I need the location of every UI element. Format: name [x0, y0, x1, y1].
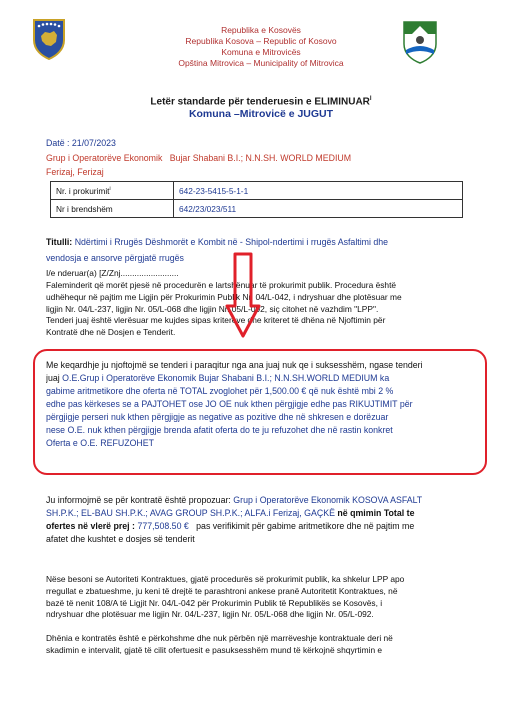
award-paragraph: Ju informojmë se për kontratë është propozuar: Grup i Operatorëve Ekonomik KOSOVA ASFALT SH.P.K.; EL-BAU SH.P.K.; AVAG GROUP SH.P.K.; ALFA.i Ferizaj, GAÇKË në qmimin Total te ofertes në vlerë prej : 777,508.50 € pas verifikimit për gabime aritmetikore dhe në pajtim me afatet dhe kushtet e dosjes së tenderit [46, 495, 423, 544]
operator-city: Ferizaj, Ferizaj [46, 167, 104, 177]
table-row: Nr i brendshëm 642/23/023/511 [51, 200, 463, 218]
intro-paragraph: Faleminderit që morët pjesë në procedurën e lartshënuar të prokurimit publik. Procedura është udhëhequr në pajtim me Ligjin për Prokurimin Publik Nr. 04/L-042, i ndryshuar dhe plotësuar me ligjin Nr. 04/L-237, ligjin Nr. 05/L-068 dhe ligjin Nr. 05/L-092, siç citohet në vazhdim "LPP". Tenderi juaj është vlerësuar me kujdes sipas kritereve dhe kriteret të dhëna në Njoftimin për Kontratë dhe në Dosjen e Tenderit. [46, 280, 402, 338]
rights-paragraph: Nëse besoni se Autoriteti Kontraktues, gjatë procedurës së prokurimit publik, ka shkelur LPP apo rregullat e zbatueshme, ju keni të drejtë te parashtroni ankese pranë Autoritetit Kontraktues, në bazë të nenit 108/A të Ligjit Nr. 04/L-042 për Prokurimin Publik të Republikës se Kosovës, i ndryshuar dhe plotësuar me ligjin Nr. 04/L-237, ligjin Nr. 05/L-068 dhe ligjin Nr. 05/L-092. [46, 574, 405, 620]
doc-subtitle: Komuna –Mitrovicë e JUGUT [188, 108, 334, 121]
doc-title: Letër standarde për tenderuesin e $ELIMINUAR^I$ [150, 96, 372, 108]
rejection-notice: Me keqardhje ju njoftojmë se tenderi i paraqitur nga ana juaj nuk qe i suksesshëm, ngase tenderi juaj O.E.Grup i Operatorëve Ekonomik Bujar Shabani B.I.; N.N.SH.WORLD MEDIUM ka gabime aritmetikore dhe oferta në TOTAL zvoglohet për 1,500.00 € që nuk është mbi 2 % edhe pas kërkeses se a PAJTOHET ose JO OE nuk kthen përgjigje edhe pas RIKUJTIMIT për përgjigje perseri nuk kthen përgjigje as negative as pozitive dhe në shkresen e dorëzuar nese O.E. nuk kthen përgjigje brenda afatit oferta do te ju refuzohet dhe në rastin konkret Oferta e O.E. REFUZOHET [46, 360, 423, 448]
titulli-block: Titulli: Ndërtimi i Rrugës Dëshmorët e Kombit në - Shipol-ndertimi i rrugës Asfaltimi dhe vendosja e ansorve përgjatë rrugës [46, 237, 389, 263]
salutation: I/e nderuar(a) [Z/Znj......................... [46, 268, 179, 278]
header-line-1: Republika e Kosovës [221, 25, 301, 35]
down-arrow-icon [224, 252, 262, 338]
header-line-2: Republika Kosova – Republic of Kosovo [185, 36, 337, 46]
operator-line: Grup i Operatorëve Ekonomik Bujar Shabani B.I.; N.N.SH. WORLD MEDIUM [46, 153, 352, 163]
reference-table [50, 181, 463, 218]
date-label: Datë : 21/07/2023 [46, 138, 116, 148]
header-line-4: Opština Mitrovica – Municipality of Mitrovica [178, 58, 344, 68]
final-paragraph: Dhënia e kontratës është e përkohshme dhe nuk përbën një marrëveshje kontraktuale deri në skadimin e intervalit, gjatë të cilit ofertuesit e pasuksesshëm mund të kërkojnë shqyrtimin e [46, 633, 393, 655]
table-row: Nr. i prokurimit$^i$ 642-23-5415-5-1-1 [51, 182, 463, 200]
header-line-3: Komuna e Mitrovicës [221, 47, 301, 57]
